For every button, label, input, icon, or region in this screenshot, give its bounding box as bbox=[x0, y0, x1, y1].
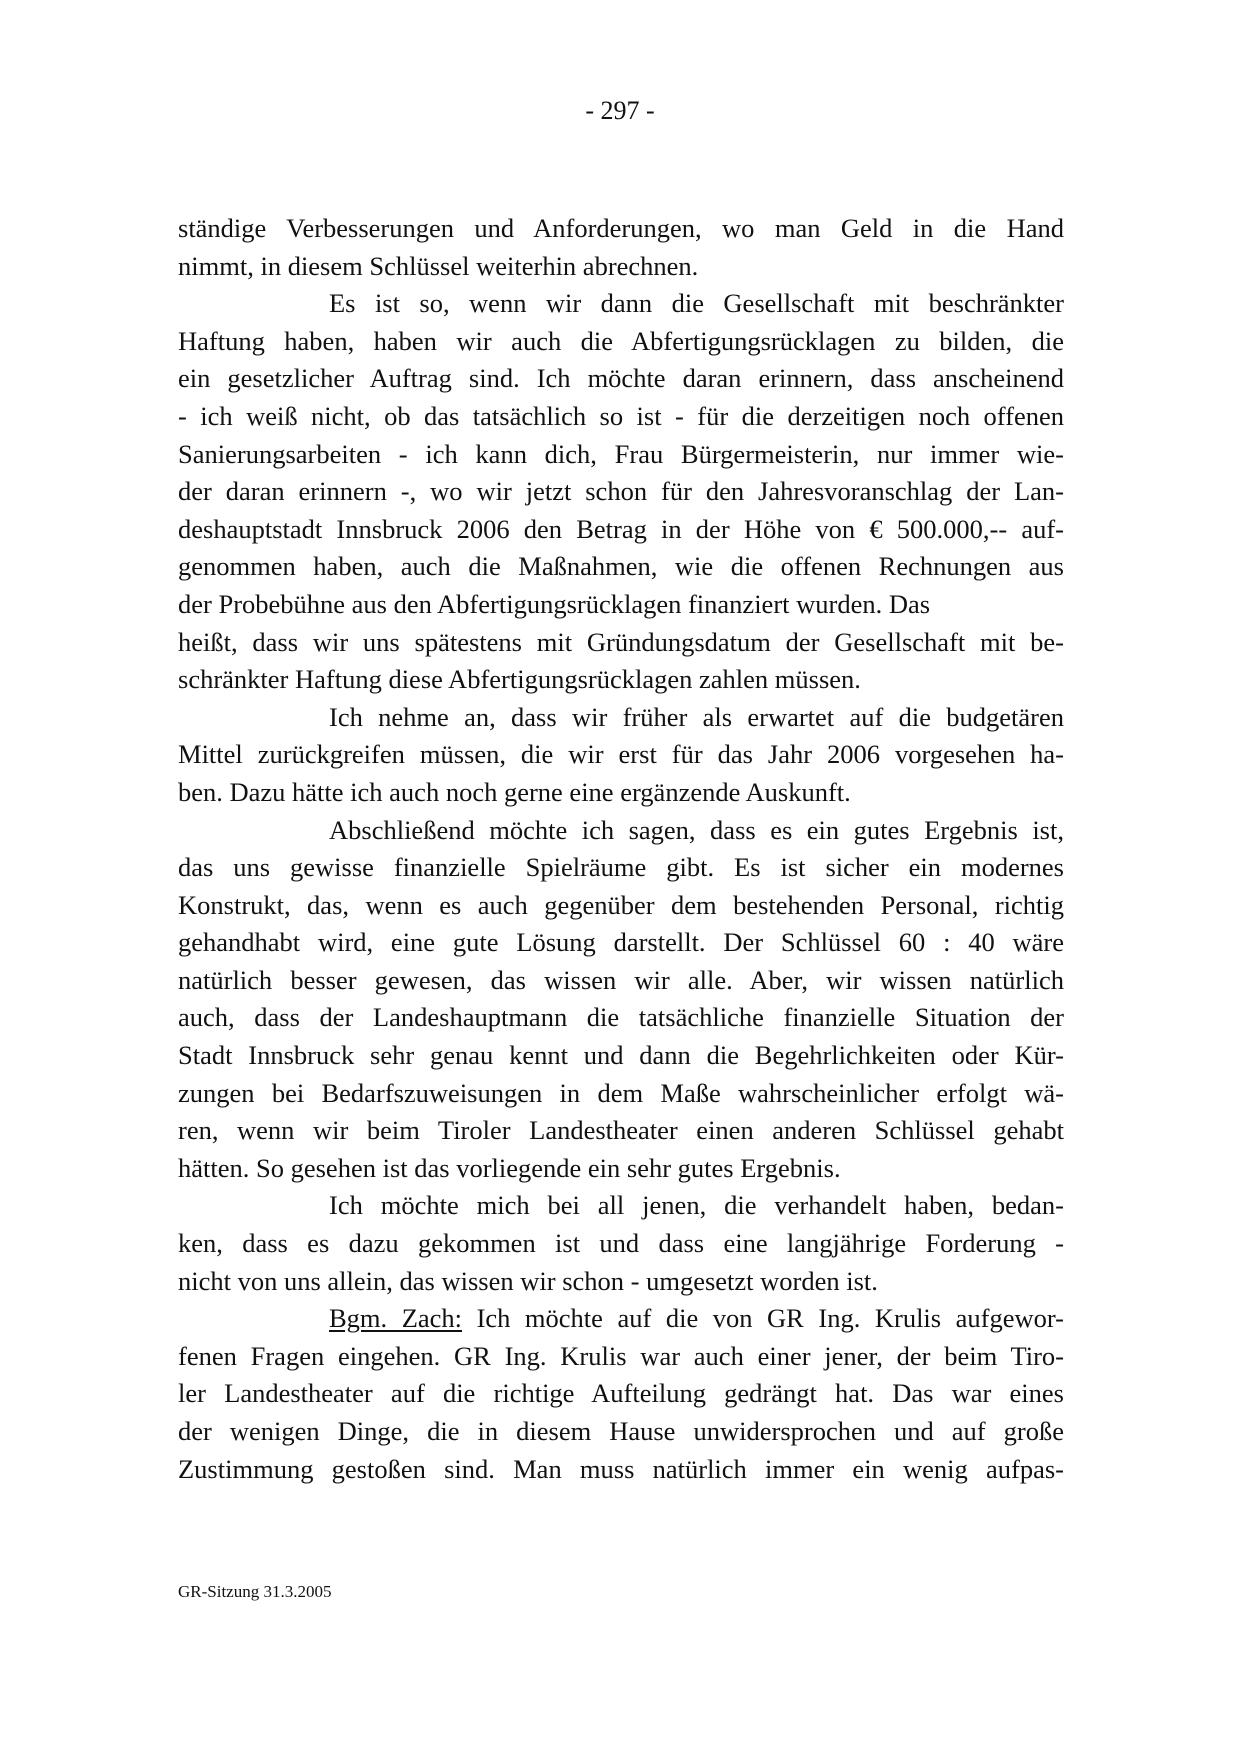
text-line: gehandhabt wird, eine gute Lösung darstellt. Der Schlüssel 60 : 40 wäre bbox=[178, 927, 1064, 958]
speaker-name: Bgm. Zach: bbox=[329, 1303, 463, 1334]
text-line: ken, dass es dazu gekommen ist und dass eine langjährige Forderung - bbox=[178, 1228, 1064, 1259]
text-line: hätten. So gesehen ist das vorliegende ein sehr gutes Ergebnis. bbox=[178, 1152, 841, 1183]
text-line: Abschließend möchte ich sagen, dass es ein gutes Ergebnis ist, bbox=[329, 814, 1064, 845]
text-line: natürlich besser gewesen, das wissen wir alle. Aber, wir wissen natürlich bbox=[178, 964, 1064, 995]
text-line: Mittel zurückgreifen müssen, die wir erst für das Jahr 2006 vorgesehen ha- bbox=[178, 739, 1064, 770]
text-line: Es ist so, wenn wir dann die Gesellschaft mit beschränkter bbox=[329, 288, 1064, 319]
text-line: Ich nehme an, dass wir früher als erwartet auf die budgetären bbox=[329, 701, 1064, 732]
text-line: genommen haben, auch die Maßnahmen, wie die offenen Rechnungen aus bbox=[178, 551, 1064, 582]
text-line: der daran erinnern -, wo wir jetzt schon für den Jahresvoranschlag der Lan- bbox=[178, 476, 1064, 507]
text-line: Sanierungsarbeiten - ich kann dich, Frau Bürgermeisterin, nur immer wie- bbox=[178, 438, 1064, 469]
text-line: der Probebühne aus den Abfertigungsrücklagen finanziert wurden. Das bbox=[178, 588, 931, 619]
paragraph bbox=[178, 812, 1064, 1188]
text-line: heißt, dass wir uns spätestens mit Gründungsdatum der Gesellschaft mit be- bbox=[178, 626, 1064, 657]
text-segment: Ich möchte auf die von GR Ing. Krulis aufgewor- bbox=[462, 1303, 1064, 1334]
text-line: deshauptstadt Innsbruck 2006 den Betrag in der Höhe von € 500.000,-- auf- bbox=[178, 513, 1064, 544]
text-line: ständige Verbesserungen und Anforderungen, wo man Geld in die Hand bbox=[178, 213, 1064, 243]
text-line: Konstrukt, das, wenn es auch gegenüber dem bestehenden Personal, richtig bbox=[178, 889, 1064, 920]
paragraph bbox=[178, 1187, 1064, 1300]
paragraph bbox=[178, 1300, 1064, 1488]
paragraph bbox=[178, 699, 1064, 812]
text-line: ben. Dazu hätte ich auch noch gerne eine ergänzende Auskunft. bbox=[178, 776, 851, 807]
text-line: ler Landestheater auf die richtige Aufteilung gedrängt hat. Das war eines bbox=[178, 1378, 1064, 1409]
text-line: nicht von uns allein, das wissen wir schon - umgesetzt worden ist. bbox=[178, 1265, 878, 1296]
document-body bbox=[178, 210, 1064, 1488]
footer-session-date: GR-Sitzung 31.3.2005 bbox=[178, 1582, 332, 1601]
text-line: schränkter Haftung diese Abfertigungsrücklagen zahlen müssen. bbox=[178, 664, 861, 695]
text-line: nimmt, in diesem Schlüssel weiterhin abrechnen. bbox=[178, 250, 699, 281]
speaker-line bbox=[178, 1300, 1064, 1338]
text-line: fenen Fragen eingehen. GR Ing. Krulis war auch einer jener, der beim Tiro- bbox=[178, 1340, 1064, 1371]
text-line: der wenigen Dinge, die in diesem Hause unwidersprochen und auf große bbox=[178, 1416, 1064, 1446]
page-number: - 297 - bbox=[585, 96, 655, 125]
text-line: das uns gewisse finanzielle Spielräume gibt. Es ist sicher ein modernes bbox=[178, 852, 1064, 883]
text-line: Zustimmung gestoßen sind. Man muss natürlich immer ein wenig aufpas- bbox=[178, 1453, 1064, 1484]
text-line: ren, wenn wir beim Tiroler Landestheater einen anderen Schlüssel gehabt bbox=[178, 1115, 1064, 1146]
text-line: auch, dass der Landeshauptmann die tatsächliche finanzielle Situation der bbox=[178, 1002, 1064, 1033]
paragraph bbox=[178, 210, 1064, 285]
text-line: Haftung haben, haben wir auch die Abfertigungsrücklagen zu bilden, die bbox=[178, 325, 1064, 356]
text-line: ein gesetzlicher Auftrag sind. Ich möchte daran erinnern, dass anscheinend bbox=[178, 363, 1064, 394]
paragraph bbox=[178, 285, 1064, 699]
text-line: - ich weiß nicht, ob das tatsächlich so ist - für die derzeitigen noch offenen bbox=[178, 400, 1064, 431]
text-line: zungen bei Bedarfszuweisungen in dem Maße wahrscheinlicher erfolgt wä- bbox=[178, 1077, 1064, 1108]
text-line: Stadt Innsbruck sehr genau kennt und dann die Begehrlichkeiten oder Kür- bbox=[178, 1040, 1064, 1071]
text-line: Ich möchte mich bei all jenen, die verhandelt haben, bedan- bbox=[329, 1190, 1064, 1221]
